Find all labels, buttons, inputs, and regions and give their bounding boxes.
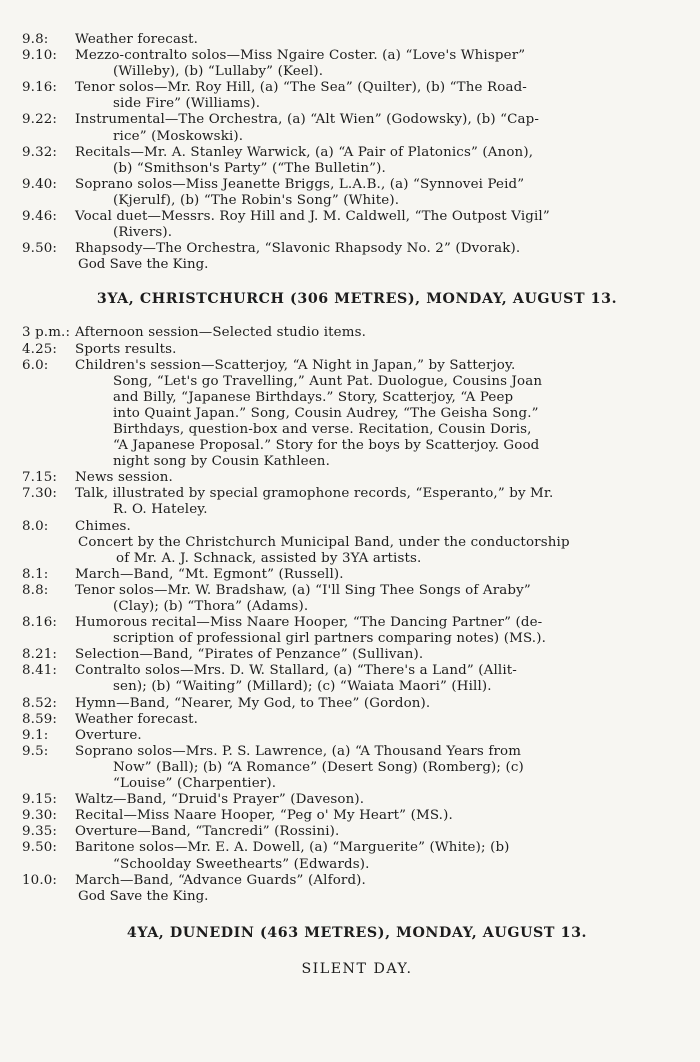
- closing-anthem: God Save the King.: [78, 888, 209, 904]
- entry-time: 9.30:: [22, 808, 58, 824]
- entry-time: 9.10:: [22, 48, 58, 64]
- programme-entry: [22, 696, 692, 712]
- entry-continuation: R. O. Hateley.: [113, 502, 208, 518]
- entry-description: March—Band, “Mt. Egmont” (Russell).: [75, 566, 344, 582]
- entry-continuation: and Billy, “Japanese Birthdays.” Story, Scatterjoy, “A Peep: [113, 389, 514, 405]
- entry-description: Contralto solos—Mrs. D. W. Stallard, (a) “There's a Land” (Allit-: [75, 663, 517, 679]
- entry-continuation: (Clay); (b) “Thora” (Adams).: [113, 599, 309, 614]
- entry-continuation: night song by Cousin Kathleen.: [113, 454, 330, 470]
- programme-entry: [22, 583, 692, 615]
- programme-entry: [22, 519, 692, 535]
- entry-description: Children's session—Scatterjoy, “A Night in Japan,” by Satterjoy.: [75, 357, 516, 373]
- entry-time: 8.0:: [22, 518, 49, 534]
- programme-entry: [22, 48, 692, 80]
- entry-description: Instrumental—The Orchestra, (a) “Alt Wien” (Godowsky), (b) “Cap-: [75, 112, 540, 128]
- entry-description: Mezzo-contralto solos—Miss Ngaire Coster. (a) “Love's Whisper”: [75, 48, 526, 64]
- entry-description: Baritone solos—Mr. E. A. Dowell, (a) “Marguerite” (White); (b): [75, 840, 510, 856]
- section-3ya-programme: [22, 325, 692, 904]
- entry-text: [74, 486, 692, 518]
- entry-text: [74, 112, 692, 144]
- concert-note-continuation: of Mr. A. J. Schnack, assisted by 3YA artists.: [116, 550, 422, 566]
- entry-description: Chimes.: [75, 518, 131, 534]
- programme-entry: [22, 792, 692, 808]
- entry-continuation: “A Japanese Proposal.” Story for the boys by Scatterjoy. Good: [113, 438, 540, 454]
- entry-text: [74, 824, 692, 840]
- section-continued-programme: [22, 32, 692, 273]
- entry-time: 8.59:: [22, 711, 58, 727]
- programme-entry: [22, 358, 692, 471]
- entry-text: [74, 567, 692, 583]
- entry-continuation: (Kjerulf), (b) “The Robin's Song” (White).: [113, 192, 400, 208]
- entry-description: Recitals—Mr. A. Stanley Warwick, (a) “A Pair of Platonics” (Anon),: [75, 144, 534, 160]
- entry-time: 9.32:: [22, 144, 58, 160]
- entry-text: [74, 712, 692, 728]
- concert-note: [22, 535, 692, 567]
- programme-entry: [22, 209, 692, 241]
- programme-entry: [22, 663, 692, 695]
- entry-time: 8.8:: [22, 582, 49, 598]
- entry-text: [74, 209, 692, 241]
- entry-description: Overture—Band, “Tancredi” (Rossini).: [75, 824, 340, 840]
- station-heading-3ya: 3YA, CHRISTCHURCH (306 METRES), MONDAY, AUGUST 13.: [96, 291, 618, 308]
- concert-note-line: Concert by the Christchurch Municipal Band, under the conductorship: [78, 534, 570, 550]
- entry-continuation: “Schoolday Sweethearts” (Edwards).: [113, 856, 370, 872]
- entry-time: 9.50:: [22, 840, 58, 856]
- programme-entry: [22, 712, 692, 728]
- programme-entry: [22, 486, 692, 518]
- entry-text: [74, 342, 692, 358]
- entry-description: Recital—Miss Naare Hooper, “Peg o' My Heart” (MS.).: [75, 808, 453, 824]
- entry-continuation: scription of professional girl partners comparing notes) (MS.).: [113, 631, 546, 647]
- programme-entry: [22, 342, 692, 358]
- programme-entry: [22, 177, 692, 209]
- entry-time: 3 p.m.:: [22, 325, 71, 341]
- entry-text: [74, 647, 692, 663]
- entry-description: Rhapsody—The Orchestra, “Slavonic Rhapsody No. 2” (Dvorak).: [75, 241, 521, 257]
- programme-entry: [22, 728, 692, 744]
- entry-time: 7.15:: [22, 470, 58, 486]
- entry-description: Weather forecast.: [75, 711, 199, 727]
- entry-time: 9.15:: [22, 792, 58, 808]
- entry-text: [74, 663, 692, 695]
- entry-time: 10.0:: [22, 872, 58, 888]
- entry-text: [74, 470, 692, 486]
- entry-time: 4.25:: [22, 341, 58, 357]
- programme-entry: [22, 567, 692, 583]
- entry-time: 8.21:: [22, 647, 58, 663]
- entry-continuation: sen); (b) “Waiting” (Millard); (c) “Waiata Maori” (Hill).: [113, 679, 492, 695]
- silent-day-notice: SILENT DAY.: [301, 960, 413, 977]
- entry-text: [74, 177, 692, 209]
- entry-continuation: side Fire” (Williams).: [113, 96, 261, 112]
- entry-continuation: Birthdays, question-box and verse. Recitation, Cousin Doris,: [113, 421, 532, 437]
- programme-entry: [22, 325, 692, 341]
- programme-entry: [22, 145, 692, 177]
- entry-description: Hymn—Band, “Nearer, My God, to Thee” (Gordon).: [75, 695, 431, 711]
- entry-text: [74, 80, 692, 112]
- programme-list: [22, 567, 692, 889]
- programme-entry: [22, 112, 692, 144]
- programme-page: [22, 32, 692, 977]
- entry-time: 9.40:: [22, 176, 58, 192]
- entry-text: [74, 615, 692, 647]
- entry-time: 7.30:: [22, 486, 58, 502]
- entry-continuation: (b) “Smithson's Party” (“The Bulletin”).: [113, 160, 386, 176]
- programme-entry: [22, 32, 692, 48]
- entry-text: [74, 792, 692, 808]
- programme-entry: [22, 744, 692, 792]
- entry-description: Talk, illustrated by special gramophone records, “Esperanto,” by Mr.: [75, 486, 554, 502]
- programme-entry: [22, 615, 692, 647]
- entry-continuation: (Rivers).: [113, 225, 173, 241]
- entry-text: [74, 696, 692, 712]
- entry-description: Soprano solos—Mrs. P. S. Lawrence, (a) “A Thousand Years from: [75, 743, 522, 759]
- entry-continuation: rice” (Moskowski).: [113, 128, 244, 144]
- programme-entry: [22, 241, 692, 257]
- entry-time: 9.1:: [22, 727, 49, 743]
- entry-time: 6.0:: [22, 357, 49, 373]
- entry-continuation: Song, “Let's go Travelling,” Aunt Pat. Duologue, Cousins Joan: [113, 373, 543, 389]
- entry-description: Humorous recital—Miss Naare Hooper, “The Dancing Partner” (de-: [75, 615, 543, 631]
- programme-list: [22, 325, 692, 534]
- entry-text: [74, 145, 692, 177]
- programme-entry: [22, 647, 692, 663]
- closing-anthem: God Save the King.: [78, 257, 209, 273]
- station-heading-4ya: 4YA, DUNEDIN (463 METRES), MONDAY, AUGUST 13.: [126, 924, 588, 941]
- programme-entry: [22, 80, 692, 112]
- entry-text: [74, 808, 692, 824]
- entry-continuation: “Louise” (Charpentier).: [113, 776, 277, 792]
- entry-continuation: into Quaint Japan.” Song, Cousin Audrey, “The Geisha Song.”: [113, 405, 539, 421]
- programme-entry: [22, 824, 692, 840]
- entry-text: [74, 48, 692, 80]
- programme-list: [22, 32, 692, 257]
- entry-text: [74, 32, 692, 48]
- entry-description: Tenor solos—Mr. Roy Hill, (a) “The Sea” (Quilter), (b) “The Road-: [75, 80, 527, 96]
- entry-time: 8.16:: [22, 615, 58, 631]
- entry-time: 9.22:: [22, 112, 58, 128]
- entry-description: Vocal duet—Messrs. Roy Hill and J. M. Caldwell, “The Outpost Vigil”: [75, 209, 550, 225]
- entry-description: Afternoon session—Selected studio items.: [75, 325, 367, 341]
- entry-text: [74, 744, 692, 792]
- entry-text: [74, 241, 692, 257]
- entry-description: March—Band, “Advance Guards” (Alford).: [75, 872, 366, 888]
- entry-time: 9.35:: [22, 824, 58, 840]
- entry-time: 9.5:: [22, 743, 49, 759]
- entry-description: Sports results.: [75, 341, 177, 357]
- entry-time: 9.50:: [22, 241, 58, 257]
- programme-entry: [22, 470, 692, 486]
- entry-text: [74, 358, 692, 471]
- programme-entry: [22, 808, 692, 824]
- entry-text: [74, 325, 692, 341]
- entry-time: 9.46:: [22, 209, 58, 225]
- entry-description: Overture.: [75, 727, 142, 743]
- entry-text: [74, 728, 692, 744]
- entry-description: News session.: [75, 470, 173, 486]
- programme-entry: [22, 873, 692, 889]
- entry-description: Waltz—Band, “Druid's Prayer” (Daveson).: [75, 792, 365, 808]
- entry-text: [74, 519, 692, 535]
- entry-description: Soprano solos—Miss Jeanette Briggs, L.A.B., (a) “Synnovei Peid”: [75, 176, 525, 192]
- entry-time: 8.41:: [22, 663, 58, 679]
- entry-continuation: Now” (Ball); (b) “A Romance” (Desert Song) (Romberg); (c): [113, 759, 524, 775]
- entry-time: 9.16:: [22, 80, 58, 96]
- entry-description: Selection—Band, “Pirates of Penzance” (Sullivan).: [75, 647, 424, 663]
- entry-text: [74, 583, 692, 615]
- entry-text: [74, 873, 692, 889]
- entry-description: Weather forecast.: [75, 32, 199, 47]
- entry-time: 9.8:: [22, 32, 49, 47]
- entry-text: [74, 840, 692, 872]
- entry-continuation: (Willeby), (b) “Lullaby” (Keel).: [113, 64, 324, 80]
- programme-entry: [22, 840, 692, 872]
- entry-time: 8.52:: [22, 695, 58, 711]
- entry-description: Tenor solos—Mr. W. Bradshaw, (a) “I'll Sing Thee Songs of Araby”: [75, 582, 531, 598]
- entry-time: 8.1:: [22, 566, 49, 582]
